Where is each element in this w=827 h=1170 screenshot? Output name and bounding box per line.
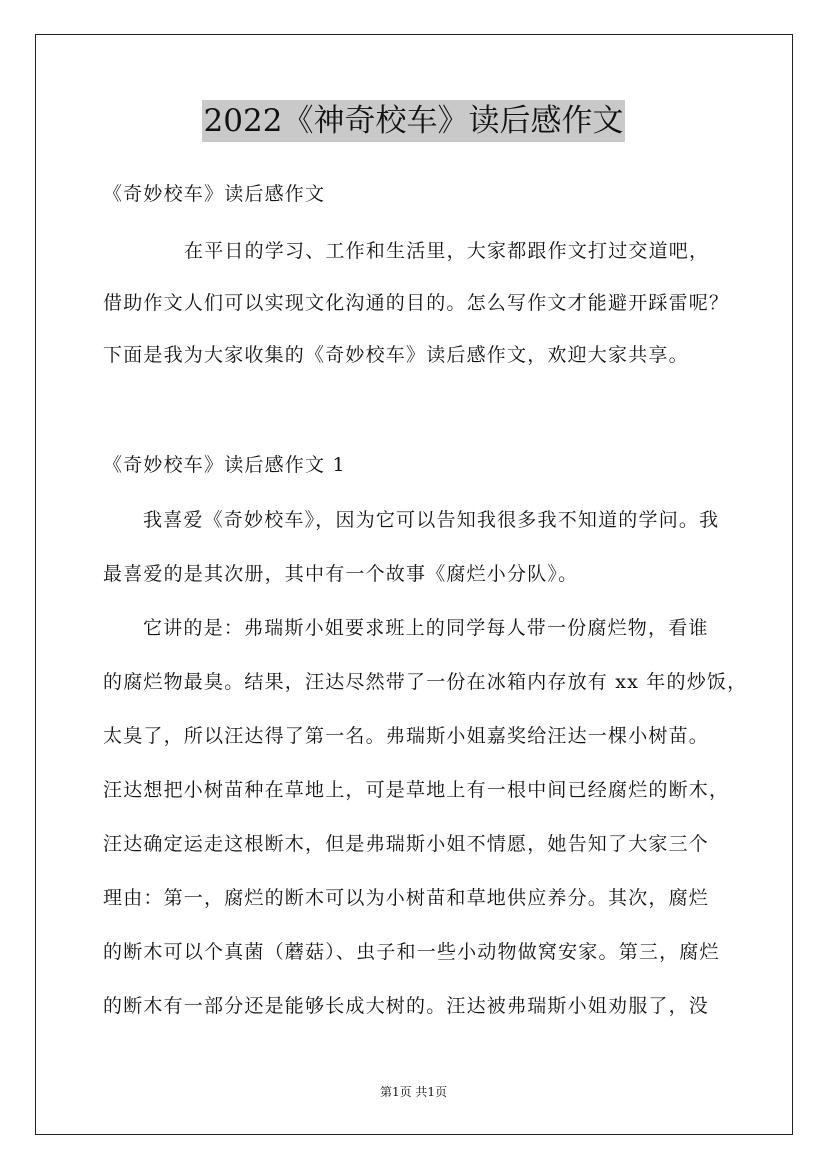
document-subtitle: 《奇妙校车》读后感作文 [103, 183, 326, 205]
body-line: 我喜爱《奇妙校车》，因为它可以告知我很多我不知道的学问。我 [143, 509, 720, 531]
section-heading: 《奇妙校车》读后感作文 1 [103, 454, 346, 476]
body-line: 最喜爱的是其次册，其中有一个故事《腐烂小分队》。 [103, 563, 579, 585]
page-footer: 第1页 共1页 [379, 1085, 448, 1099]
body-line: 的腐烂物最臭。结果，汪达尽然带了一份在冰箱内存放有 xx 年的炒饭， [103, 671, 748, 693]
body-line: 太臭了，所以汪达得了第一名。弗瑞斯小姐嘉奖给汪达一棵小树苗。 [103, 725, 710, 747]
body-line: 汪达确定运走这根断木，但是弗瑞斯小姐不情愿，她告知了大家三个 [103, 833, 710, 855]
body-line: 的断木有一部分还是能够长成大树的。汪达被弗瑞斯小姐劝服了，没 [103, 995, 710, 1017]
body-line: 它讲的是：弗瑞斯小姐要求班上的同学每人带一份腐烂物，看谁 [143, 617, 709, 639]
document-title: 2022《神奇校车》读后感作文 [202, 100, 626, 142]
intro-line: 下面是我为大家收集的《奇妙校车》读后感作文，欢迎大家共享。 [103, 344, 689, 366]
intro-line: 在平日的学习、工作和生活里，大家都跟作文打过交道吧， [184, 240, 710, 262]
body-line: 汪达想把小树苗种在草地上，可是草地上有一根中间已经腐烂的断木， [103, 779, 730, 801]
body-line: 的断木可以个真菌（蘑菇）、虫子和一些小动物做窝安家。第三，腐烂 [103, 941, 720, 963]
body-line: 理由：第一，腐烂的断木可以为小树苗和草地供应养分。其次，腐烂 [103, 887, 710, 909]
title-container [0, 100, 827, 142]
intro-line: 借助作文人们可以实现文化沟通的目的。怎么写作文才能避开踩雷呢？ [103, 292, 730, 314]
